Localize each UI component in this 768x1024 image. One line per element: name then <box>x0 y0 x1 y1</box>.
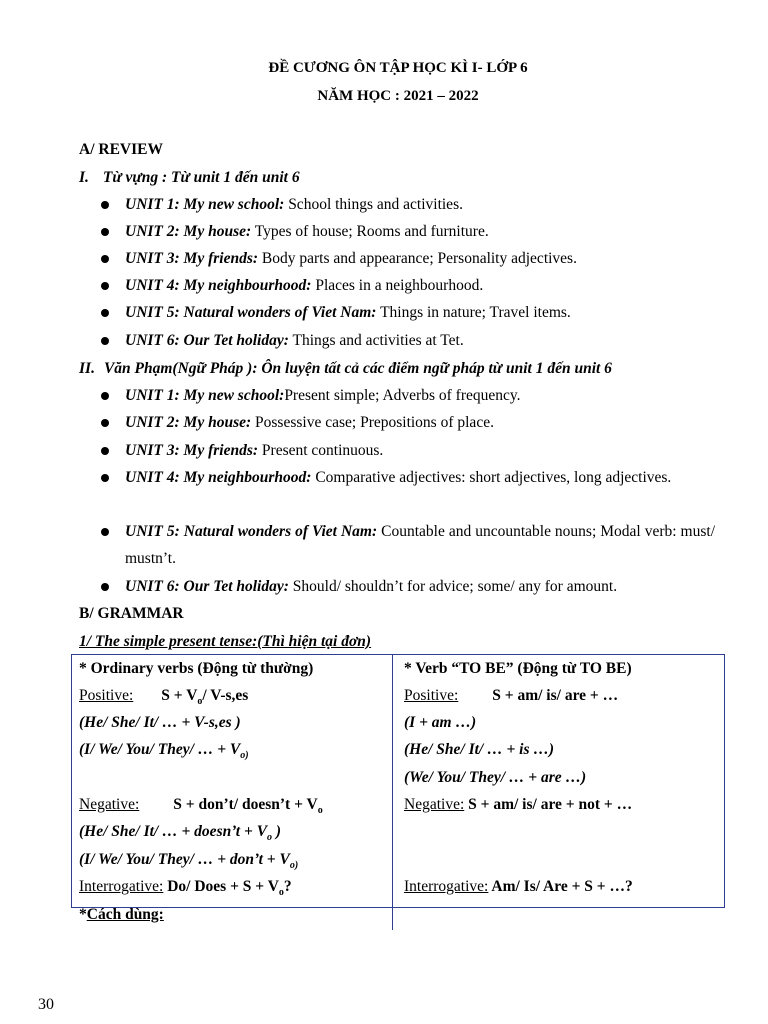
subscript: o) <box>289 860 299 872</box>
grammar-heading-number: II. <box>79 360 95 377</box>
grammar-unit-label: UNIT 1: My new school: <box>125 387 285 404</box>
bullet-icon <box>101 392 109 400</box>
to-be-header: * Verb “TO BE” (Động từ TO BE) <box>404 660 632 677</box>
grammar-unit-text: Present simple; Adverbs of frequency. <box>284 387 521 404</box>
positive-formula: S + V <box>161 687 198 704</box>
vocab-unit-label: UNIT 5: Natural wonders of Viet Nam: <box>125 304 377 321</box>
vocab-unit-text: Types of house; Rooms and furniture. <box>251 223 489 240</box>
bullet-icon <box>101 282 109 290</box>
grammar-unit-text: Possessive case; Prepositions of place. <box>251 414 494 431</box>
bullet-icon <box>101 228 109 236</box>
vocab-item <box>125 250 577 268</box>
formula-text: (I/ We/ You/ They/ … + don’t + V <box>79 851 290 868</box>
formula-text: (I/ We/ You/ They/ … + V <box>79 741 241 758</box>
grammar-heading-text: Văn Phạm(Ngữ Pháp ): Ôn luyện tất cả các điểm ngữ pháp từ unit 1 đến unit 6 <box>103 360 612 377</box>
grammar-unit-label: UNIT 5: Natural wonders of Viet Nam: <box>125 523 378 540</box>
vocab-unit-label: UNIT 1: My new school: <box>125 196 285 213</box>
document-title: ĐỀ CƯƠNG ÔN TẬP HỌC KÌ I- LỚP 6 <box>268 60 528 76</box>
interrogative-label: Interrogative: <box>79 878 164 895</box>
to-be-positive-i: (I + am …) <box>404 714 477 731</box>
formula-text: ) <box>272 823 282 840</box>
interrogative-formula-tail: ? <box>283 878 292 895</box>
vocab-heading-number: I. <box>79 169 89 186</box>
vocab-unit-text: School things and activities. <box>284 196 463 213</box>
grammar-item <box>125 387 520 405</box>
bullet-icon <box>101 474 109 482</box>
grammar-unit-text: Comparative adjectives: short adjectives, long adjectives. <box>311 469 672 486</box>
simple-present-heading: 1/ The simple present tense:(Thì hiện tại đơn) <box>79 633 372 650</box>
usage-prefix: * <box>79 906 87 923</box>
ordinary-negative <box>79 796 323 816</box>
grammar-unit-text: Should/ shouldn’t for advice; some/ any for amount. <box>288 578 618 595</box>
interrogative-label: Interrogative: <box>404 878 489 895</box>
grammar-item <box>125 442 383 460</box>
vocab-unit-label: UNIT 4: My neighbourhood: <box>125 277 312 294</box>
grammar-unit-label: UNIT 2: My house: <box>125 414 252 431</box>
negative-formula: S + don’t/ doesn’t + V <box>173 796 318 813</box>
positive-label: Positive: <box>404 687 459 704</box>
bullet-icon <box>101 337 109 345</box>
ordinary-negative-i <box>79 851 298 871</box>
grammar-unit-label: UNIT 3: My friends: <box>125 442 259 459</box>
ordinary-positive-he: (He/ She/ It/ … + V-s,es ) <box>79 714 241 731</box>
grammar-review-heading <box>79 360 612 378</box>
vocab-item <box>125 277 483 295</box>
to-be-positive <box>404 687 618 705</box>
ordinary-interrogative <box>79 878 292 898</box>
bullet-icon <box>101 583 109 591</box>
to-be-positive-we: (We/ You/ They/ … + are …) <box>404 769 587 786</box>
subscript: o <box>197 696 203 708</box>
negative-formula: S + am/ is/ are + not + … <box>464 796 633 813</box>
vocab-item <box>125 332 464 350</box>
ordinary-positive <box>79 687 248 707</box>
grammar-item <box>125 414 494 432</box>
page-number: 30 <box>38 996 54 1013</box>
subscript: o <box>278 887 284 899</box>
vocab-unit-label: UNIT 3: My friends: <box>125 250 259 267</box>
vocab-item <box>125 304 571 322</box>
to-be-positive-he: (He/ She/ It/ … + is …) <box>404 741 555 758</box>
grammar-item <box>125 518 715 572</box>
to-be-negative <box>404 796 632 814</box>
subscript: o <box>317 805 323 817</box>
positive-formula-tail: / V-s,es <box>202 687 249 704</box>
grammar-item <box>125 464 715 491</box>
usage-heading <box>79 906 164 924</box>
positive-formula: S + am/ is/ are + … <box>492 687 619 704</box>
bullet-icon <box>101 447 109 455</box>
bullet-icon <box>101 309 109 317</box>
grammar-unit-text: Countable and uncountable nouns; Modal verb: must/ mustn’t. <box>125 523 715 567</box>
table-column-divider <box>392 654 393 930</box>
review-heading: A/ REVIEW <box>79 141 163 158</box>
grammar-unit-text: Present continuous. <box>258 442 384 459</box>
vocab-unit-label: UNIT 2: My house: <box>125 223 252 240</box>
bullet-icon <box>101 528 109 536</box>
negative-label: Negative: <box>404 796 465 813</box>
interrogative-formula: Do/ Does + S + V <box>163 878 279 895</box>
vocab-unit-text: Things in nature; Travel items. <box>376 304 571 321</box>
grammar-unit-label: UNIT 6: Our Tet holiday: <box>125 578 289 595</box>
ordinary-verbs-header: * Ordinary verbs (Động từ thường) <box>79 660 314 677</box>
vocab-heading <box>79 169 300 187</box>
subscript: o) <box>240 750 249 762</box>
vocab-item <box>125 196 463 214</box>
grammar-item <box>125 578 617 596</box>
negative-label: Negative: <box>79 796 140 813</box>
ordinary-positive-i <box>79 741 249 761</box>
subscript: o <box>267 832 273 844</box>
vocab-unit-text: Things and activities at Tet. <box>288 332 464 349</box>
grammar-unit-label: UNIT 4: My neighbourhood: <box>125 469 312 486</box>
school-year: NĂM HỌC : 2021 – 2022 <box>317 88 479 104</box>
bullet-icon <box>101 201 109 209</box>
vocab-unit-label: UNIT 6: Our Tet holiday: <box>125 332 289 349</box>
bullet-icon <box>101 255 109 263</box>
to-be-interrogative <box>404 878 633 896</box>
grammar-heading: B/ GRAMMAR <box>79 605 184 622</box>
vocab-item <box>125 223 489 241</box>
vocab-unit-text: Body parts and appearance; Personality adjectives. <box>258 250 577 267</box>
interrogative-formula: Am/ Is/ Are + S + …? <box>488 878 633 895</box>
bullet-icon <box>101 419 109 427</box>
vocab-heading-text: Từ vựng : Từ unit 1 đến unit 6 <box>102 169 300 186</box>
vocab-unit-text: Places in a neighbourhood. <box>311 277 484 294</box>
positive-label: Positive: <box>79 687 134 704</box>
formula-text: (He/ She/ It/ … + doesn’t + V <box>79 823 268 840</box>
usage-label: Cách dùng: <box>86 906 164 923</box>
ordinary-negative-he <box>79 823 281 843</box>
